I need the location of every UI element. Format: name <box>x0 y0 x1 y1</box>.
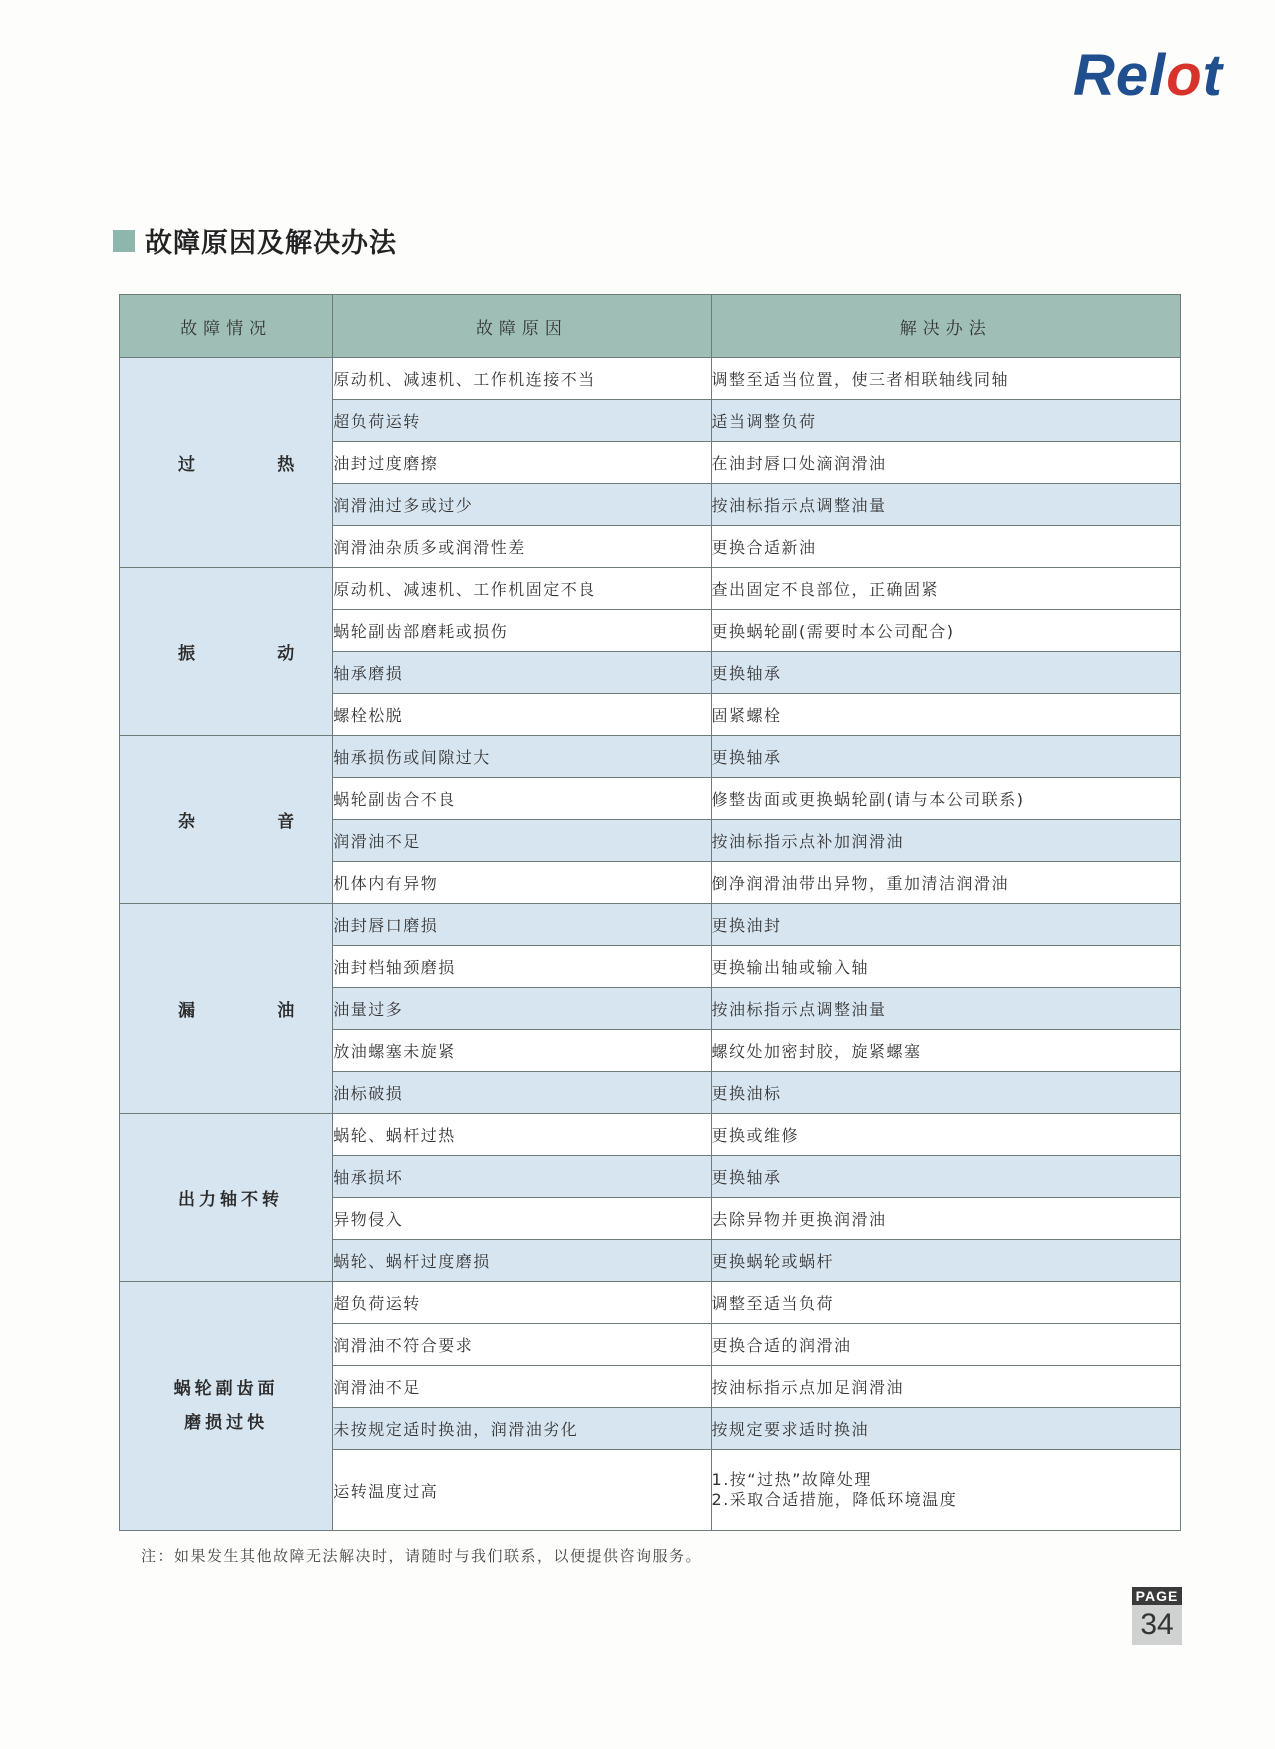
cause-cell: 超负荷运转 <box>333 1282 711 1324</box>
cause-cell: 蜗轮副齿合不良 <box>333 778 711 820</box>
footnote: 注：如果发生其他故障无法解决时，请随时与我们联系，以便提供咨询服务。 <box>141 1547 703 1565</box>
cause-cell: 超负荷运转 <box>333 400 711 442</box>
solution-cell: 调整至适当负荷 <box>711 1282 1180 1324</box>
cause-cell: 油量过多 <box>333 988 711 1030</box>
section-title <box>113 221 397 260</box>
solution-cell: 查出固定不良部位，正确固紧 <box>711 568 1180 610</box>
cause-cell: 未按规定适时换油，润滑油劣化 <box>333 1408 711 1450</box>
cause-cell: 轴承损伤或间隙过大 <box>333 736 711 778</box>
cause-cell: 油标破损 <box>333 1072 711 1114</box>
table-header-row <box>120 295 1181 358</box>
fault-table <box>119 294 1181 1531</box>
situation-cell: 出力轴不转 <box>120 1114 333 1282</box>
solution-cell: 更换合适新油 <box>711 526 1180 568</box>
header-cause: 故障原因 <box>333 295 711 358</box>
table-row <box>120 904 1181 946</box>
table-row <box>120 736 1181 778</box>
cause-cell: 机体内有异物 <box>333 862 711 904</box>
cause-cell: 油封档轴颈磨损 <box>333 946 711 988</box>
situation-cell: 振 动 <box>120 568 333 736</box>
solution-cell: 更换轴承 <box>711 652 1180 694</box>
cause-cell: 放油螺塞未旋紧 <box>333 1030 711 1072</box>
solution-cell: 调整至适当位置，使三者相联轴线同轴 <box>711 358 1180 400</box>
page-badge <box>1132 1587 1182 1645</box>
solution-cell: 更换蜗轮或蜗杆 <box>711 1240 1180 1282</box>
cause-cell: 油封唇口磨损 <box>333 904 711 946</box>
situation-cell: 漏 油 <box>120 904 333 1114</box>
situation-cell: 蜗轮副齿面 磨损过快 <box>120 1282 333 1531</box>
situation-cell: 过 热 <box>120 358 333 568</box>
solution-cell: 更换合适的润滑油 <box>711 1324 1180 1366</box>
table-row <box>120 1114 1181 1156</box>
cause-cell: 原动机、减速机、工作机固定不良 <box>333 568 711 610</box>
solution-cell: 修整齿面或更换蜗轮副(请与本公司联系) <box>711 778 1180 820</box>
cause-cell: 蜗轮、蜗杆过热 <box>333 1114 711 1156</box>
cause-cell: 润滑油不符合要求 <box>333 1324 711 1366</box>
solution-cell: 按油标指示点加足润滑油 <box>711 1366 1180 1408</box>
page-number: 34 <box>1140 1608 1174 1641</box>
solution-cell: 按油标指示点调整油量 <box>711 988 1180 1030</box>
solution-cell: 更换油封 <box>711 904 1180 946</box>
table-row <box>120 568 1181 610</box>
cause-cell: 润滑油不足 <box>333 820 711 862</box>
solution-cell: 更换油标 <box>711 1072 1180 1114</box>
cause-cell: 轴承磨损 <box>333 652 711 694</box>
cause-cell: 运转温度过高 <box>333 1450 711 1531</box>
solution-cell: 去除异物并更换润滑油 <box>711 1198 1180 1240</box>
page-label: PAGE <box>1132 1587 1182 1605</box>
solution-cell: 固紧螺栓 <box>711 694 1180 736</box>
cause-cell: 油封过度磨擦 <box>333 442 711 484</box>
solution-cell: 更换蜗轮副(需要时本公司配合) <box>711 610 1180 652</box>
title-square-icon <box>113 230 135 252</box>
section-title-text: 故障原因及解决办法 <box>145 228 397 259</box>
cause-cell: 螺栓松脱 <box>333 694 711 736</box>
cause-cell: 蜗轮副齿部磨耗或损伤 <box>333 610 711 652</box>
cause-cell: 原动机、减速机、工作机连接不当 <box>333 358 711 400</box>
header-solution: 解决办法 <box>711 295 1180 358</box>
cause-cell: 润滑油过多或过少 <box>333 484 711 526</box>
solution-cell: 更换或维修 <box>711 1114 1180 1156</box>
header-situation: 故障情况 <box>120 295 333 358</box>
situation-cell: 杂 音 <box>120 736 333 904</box>
cause-cell: 异物侵入 <box>333 1198 711 1240</box>
solution-cell: 更换轴承 <box>711 736 1180 778</box>
cause-cell: 润滑油不足 <box>333 1366 711 1408</box>
solution-cell: 在油封唇口处滴润滑油 <box>711 442 1180 484</box>
cause-cell: 润滑油杂质多或润滑性差 <box>333 526 711 568</box>
solution-cell: 更换轴承 <box>711 1156 1180 1198</box>
solution-cell: 适当调整负荷 <box>711 400 1180 442</box>
solution-cell: 按规定要求适时换油 <box>711 1408 1180 1450</box>
solution-cell: 螺纹处加密封胶，旋紧螺塞 <box>711 1030 1180 1072</box>
cause-cell: 轴承损坏 <box>333 1156 711 1198</box>
solution-cell: 更换输出轴或输入轴 <box>711 946 1180 988</box>
cause-cell: 蜗轮、蜗杆过度磨损 <box>333 1240 711 1282</box>
solution-cell: 倒净润滑油带出异物，重加清洁润滑油 <box>711 862 1180 904</box>
table-row <box>120 1282 1181 1324</box>
table-row <box>120 358 1181 400</box>
brand-logo: Relot <box>1072 43 1223 108</box>
solution-cell: 按油标指示点补加润滑油 <box>711 820 1180 862</box>
solution-cell: 1.按“过热”故障处理 2.采取合适措施，降低环境温度 <box>711 1450 1180 1531</box>
solution-cell: 按油标指示点调整油量 <box>711 484 1180 526</box>
